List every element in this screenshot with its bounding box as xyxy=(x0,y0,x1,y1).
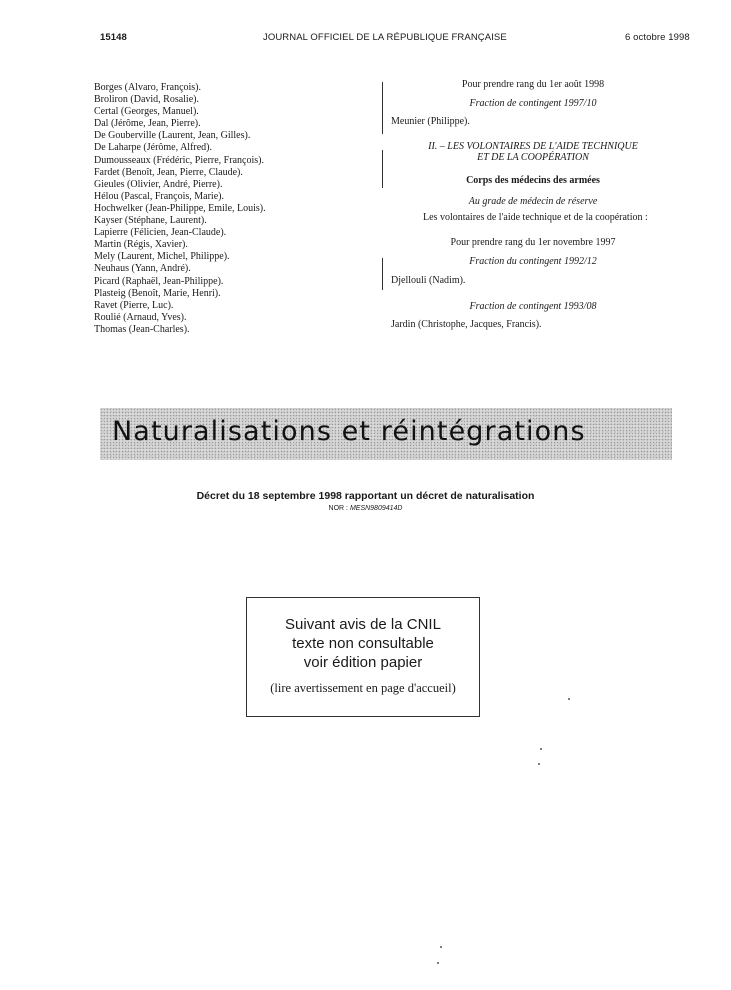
cnil-line-1: Suivant avis de la CNIL xyxy=(285,616,441,633)
scan-speck xyxy=(437,962,439,964)
section-title: Naturalisations et réintégrations xyxy=(112,416,586,447)
intro-line: Les volontaires de l'aide technique et de la coopération : xyxy=(423,212,648,223)
person-name: Djellouli (Nadim). xyxy=(391,275,466,286)
column-divider xyxy=(382,150,383,188)
nor-code: MESN9809414D xyxy=(349,505,403,512)
list-item: Hochwelker (Jean-Philippe, Emile, Louis). xyxy=(94,202,266,214)
decree-title: Décret du 18 septembre 1998 rapportant un décret de naturalisation xyxy=(196,490,535,502)
column-divider xyxy=(382,258,383,290)
list-item: Gieules (Olivier, André, Pierre). xyxy=(94,178,223,190)
list-item: Certal (Georges, Manuel). xyxy=(94,106,199,118)
corps-heading: Corps des médecins des armées xyxy=(466,175,600,186)
scan-speck xyxy=(440,946,442,948)
list-item: De Laharpe (Jérôme, Alfred). xyxy=(94,142,212,154)
nor-reference xyxy=(0,505,731,512)
person-name: Meunier (Philippe). xyxy=(391,116,470,127)
list-item: Neuhaus (Yann, André). xyxy=(94,263,191,275)
list-item: Picard (Raphaël, Jean-Philippe). xyxy=(94,275,224,287)
section-heading: II. – LES VOLONTAIRES DE L'AIDE TECHNIQUE xyxy=(428,141,638,152)
nor-label: NOR : xyxy=(328,505,348,512)
cnil-notice-box xyxy=(246,597,480,717)
list-item: Martin (Régis, Xavier). xyxy=(94,239,188,251)
list-item: Fardet (Benoît, Jean, Pierre, Claude). xyxy=(94,166,243,178)
journal-title: JOURNAL OFFICIEL DE LA RÉPUBLIQUE FRANÇAISE xyxy=(263,32,507,43)
scan-speck xyxy=(540,748,542,750)
rank-date-august: Pour prendre rang du 1er août 1998 xyxy=(461,79,605,90)
issue-date: 6 octobre 1998 xyxy=(625,32,690,43)
list-item: Broliron (David, Rosalie). xyxy=(94,94,199,106)
name-list xyxy=(94,82,364,336)
person-name: Jardin (Christophe, Jacques, Francis). xyxy=(391,319,542,330)
list-item: Thomas (Jean-Charles). xyxy=(94,323,190,335)
scan-speck xyxy=(538,763,540,765)
list-item: Mely (Laurent, Michel, Philippe). xyxy=(94,251,230,263)
cnil-line-3: voir édition papier xyxy=(303,654,423,671)
contingent-fraction: Fraction de contingent 1997/10 xyxy=(469,98,597,109)
list-item: De Gouberville (Laurent, Jean, Gilles). xyxy=(94,130,251,142)
list-item: Plasteig (Benoît, Marie, Henri). xyxy=(94,287,221,299)
list-item: Lapierre (Félicien, Jean-Claude). xyxy=(94,227,227,239)
grade-heading: Au grade de médecin de réserve xyxy=(468,196,598,207)
scan-speck xyxy=(568,698,570,700)
list-item: Roulié (Arnaud, Yves). xyxy=(94,311,187,323)
list-item: Dumousseaux (Frédéric, Pierre, François). xyxy=(94,154,264,166)
rank-date-november: Pour prendre rang du 1er novembre 1997 xyxy=(450,237,616,248)
list-item: Dal (Jérôme, Jean, Pierre). xyxy=(94,118,201,130)
contingent-fraction: Fraction de contingent 1993/08 xyxy=(469,301,597,312)
column-divider xyxy=(382,82,383,134)
list-item: Kayser (Stéphane, Laurent). xyxy=(94,215,207,227)
cnil-line-2: texte non consultable xyxy=(292,635,434,652)
list-item: Ravet (Pierre, Luc). xyxy=(94,299,174,311)
page-number: 15148 xyxy=(100,32,127,43)
contingent-fraction: Fraction du contingent 1992/12 xyxy=(469,256,597,267)
cnil-warning-note: (lire avertissement en page d'accueil) xyxy=(270,681,456,695)
list-item: Borges (Alvaro, François). xyxy=(94,82,202,93)
list-item: Hélou (Pascal, François, Marie). xyxy=(94,190,224,202)
section-heading-continued: ET DE LA COOPÉRATION xyxy=(477,152,589,163)
